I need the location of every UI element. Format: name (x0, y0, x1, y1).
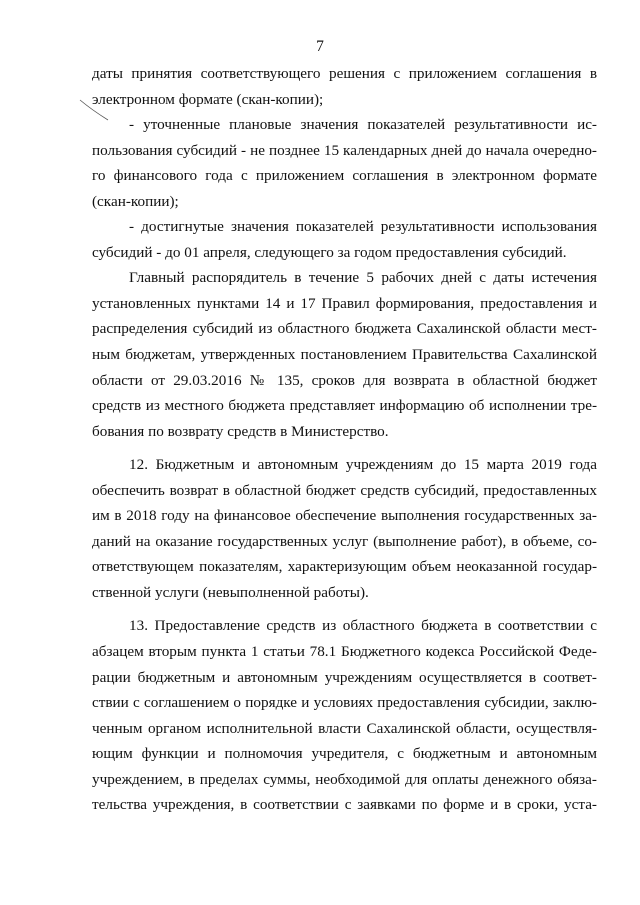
text-line: ченным органом исполнительной власти Сахалинской области, осуществля- (92, 719, 597, 737)
text-line: - уточненные плановые значения показателей результативности ис- (129, 116, 597, 134)
text-line: ствии с соглашением о порядке и условиях предоставления субсидии, заклю- (92, 694, 597, 712)
text-line: ющим функции и полномочия учредителя, с бюджетным и автономным (92, 745, 597, 763)
text-line: учреждением, в пределах суммы, необходимой для оплаты денежного обяза- (92, 770, 597, 788)
text-line: ственной услуги (невыполненной работы). (92, 583, 369, 601)
text-line: области от 29.03.2016 № 135, сроков для возврата в областной бюджет (92, 371, 597, 389)
text-line: установленных пунктами 14 и 17 Правил формирования, предоставления и (92, 294, 597, 312)
text-line: - достигнутые значения показателей результативности использования (129, 218, 597, 236)
page-number: 7 (316, 38, 324, 55)
text-line: электронном формате (скан-копии); (92, 90, 324, 108)
text-line: 13. Предоставление средств из областного бюджета в соответствии с (129, 617, 597, 635)
text-line: го финансового года с приложением соглашения в электронном формате (92, 167, 597, 185)
text-line: ответствующем показателям, характеризующим объем неоказанной государ- (92, 558, 597, 576)
text-line: тельства учреждения, в соответствии с заявками по форме и в сроки, уста- (92, 796, 597, 814)
text-line: даты принятия соответствующего решения с приложением соглашения в (92, 65, 597, 82)
text-line: обеспечить возврат в областной бюджет средств субсидий, предоставленных (92, 481, 597, 499)
text-line: средств из местного бюджета представляет информацию об исполнении тре- (92, 397, 597, 415)
text-line: пользования субсидий - не позднее 15 календарных дней до начала очередно- (92, 141, 597, 159)
text-line: ным бюджетам, утвержденных постановлением Правительства Сахалинской (92, 346, 597, 364)
text-line: распределения субсидий из областного бюджета Сахалинской области мест- (92, 320, 597, 338)
text-line: им в 2018 году на финансовое обеспечение выполнения государственных за- (92, 507, 597, 525)
text-line: бования по возврату средств в Министерство. (92, 422, 389, 440)
text-line: абзацем вторым пункта 1 статьи 78.1 Бюджетного кодекса Российской Феде- (92, 643, 597, 661)
text-line: (скан-копии); (92, 192, 179, 210)
body-text (92, 61, 597, 818)
text-line: даний на оказание государственных услуг (выполнение работ), в объеме, со- (92, 532, 597, 550)
text-line: 12. Бюджетным и автономным учреждениям до 15 марта 2019 года (129, 456, 597, 474)
text-line: Главный распорядитель в течение 5 рабочих дней с даты истечения (129, 269, 597, 287)
text-line: субсидий - до 01 апреля, следующего за годом предоставления субсидий. (92, 243, 567, 261)
text-line: рации бюджетным и автономным учреждениям осуществляется в соответ- (92, 668, 597, 686)
